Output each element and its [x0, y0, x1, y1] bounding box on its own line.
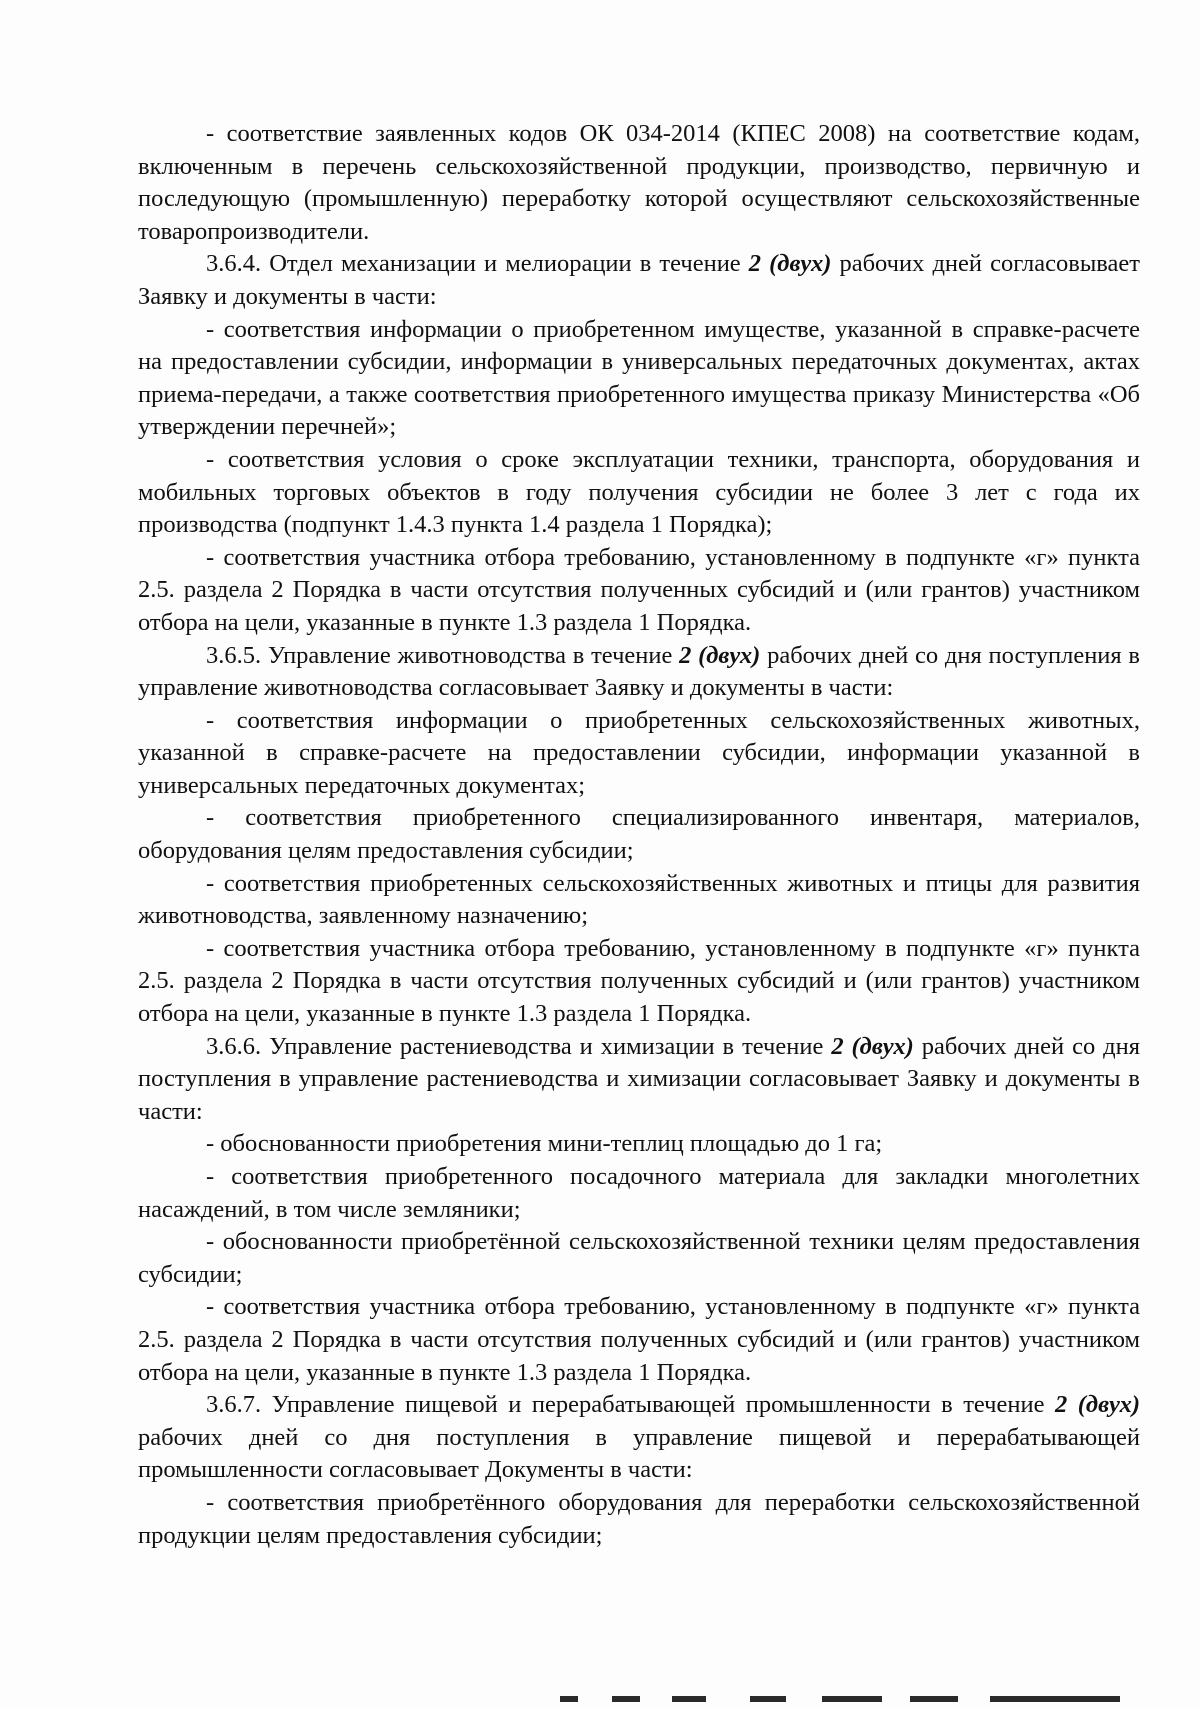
emphasis-term: 2 (двух): [831, 1032, 914, 1060]
list-item-operation-term: [138, 444, 1140, 542]
document-body: [138, 118, 1140, 1552]
scan-artifact-mark: [750, 1696, 786, 1702]
scan-artifact-mark: [910, 1696, 958, 1702]
paragraph-text: рабочих дней со дня поступления в управление животноводства согласовывает Заявку и документы в части:: [138, 641, 1141, 702]
list-item-animals-info: [138, 705, 1140, 803]
paragraph-text: - обоснованности приобретённой сельскохозяйственной техники целям предоставления субсидии;: [138, 1228, 1140, 1288]
paragraph-text: 3.6.5. Управление животноводства в течение: [206, 641, 680, 669]
paragraph-text: - соответствия участника отбора требованию, установленному в подпункте «г» пункта 2.5. раздела 2 Порядка в части отсутствия полученных субсидий и (или грантов) участником отбора на цели, указанные в пункте 1.3 раздела 1 Порядка.: [138, 934, 1140, 1028]
paragraph-text: - соответствия условия о сроке эксплуатации техники, транспорта, оборудования и мобильных торговых объектов в году получения субсидии не более 3 лет с года их производства (подпункт 1.4.3 пункта 1.4 раздела 1 Порядка);: [138, 445, 1140, 539]
paragraph-3-6-5: [138, 640, 1140, 705]
paragraph-text: - соответствия приобретённого оборудования для переработки сельскохозяйственной продукции целям предоставления субсидии;: [138, 1488, 1140, 1549]
paragraph-text: - соответствия приобретенных сельскохозяйственных животных и птицы для развития животноводства, заявленному назначению;: [138, 869, 1140, 930]
list-item-participant-requirement: [138, 1291, 1140, 1389]
paragraph-text: 3.6.6. Управление растениеводства и химизации в течение: [206, 1032, 832, 1060]
paragraph-3-6-7: [138, 1389, 1140, 1487]
scan-artifact-mark: [822, 1696, 882, 1702]
paragraph-3-6-4: [138, 248, 1140, 313]
emphasis-term: 2 (двух): [748, 250, 832, 278]
paragraph-text: - соответствия участника отбора требованию, установленному в подпункте «г» пункта 2.5. раздела 2 Порядка в части отсутствия полученных субсидий и (или грантов) участником отбора на цели, указанные в пункте 1.3 раздела 1 Порядка.: [138, 543, 1140, 636]
paragraph-text: - соответствия информации о приобретенном имуществе, указанной в справке-расчете на предоставлении субсидии, информации в универсальных передаточных документах, актах приема-передачи, а также соответствия приобретенного имущества приказу Министерства «Об утверждении перечней»;: [138, 315, 1140, 441]
list-item-animals-purpose: [138, 868, 1140, 933]
scan-artifact-mark: [672, 1696, 706, 1702]
cut-off-next-line: [560, 1696, 1140, 1706]
paragraph-text: рабочих дней со дня поступления в управление растениеводства и химизации согласовывает Заявку и документы в части:: [138, 1032, 1141, 1125]
paragraph-okpd-codes: [138, 118, 1140, 248]
scan-artifact-mark: [560, 1696, 578, 1702]
list-item-machinery: [138, 1226, 1140, 1291]
paragraph-3-6-6: [138, 1031, 1140, 1129]
emphasis-term: 2 (двух): [679, 641, 761, 669]
paragraph-text: рабочих дней согласовывает Заявку и документы в части:: [138, 250, 1140, 310]
list-item-planting-material: [138, 1161, 1140, 1226]
paragraph-text: 3.6.4. Отдел механизации и мелиорации в течение: [206, 250, 749, 278]
emphasis-term: 2 (двух): [1055, 1391, 1140, 1419]
paragraph-text: - соответствия приобретенного специализированного инвентаря, материалов, оборудования целям предоставления субсидии;: [138, 804, 1140, 865]
paragraph-text: - соответствие заявленных кодов ОК 034-2014 (КПЕС 2008) на соответствие кодам, включенным в перечень сельскохозяйственной продукции, производство, первичную и последующую (промышленную) переработку которой осуществляют сельскохозяйственные товаропроизводители.: [138, 120, 1140, 245]
paragraph-text: - соответствия участника отбора требованию, установленному в подпункте «г» пункта 2.5. раздела 2 Порядка в части отсутствия полученных субсидий и (или грантов) участником отбора на цели, указанные в пункте 1.3 раздела 1 Порядка.: [138, 1293, 1140, 1386]
list-item-participant-requirement: [138, 933, 1140, 1031]
paragraph-text: 3.6.7. Управление пищевой и перерабатывающей промышленности в течение: [206, 1391, 1055, 1419]
list-item-processing-equipment: [138, 1487, 1140, 1552]
list-item-participant-requirement: [138, 542, 1140, 640]
list-item-greenhouses: [138, 1128, 1140, 1161]
paragraph-text: - обоснованности приобретения мини-теплиц площадью до 1 га;: [206, 1130, 883, 1158]
scan-artifact-mark: [990, 1696, 1120, 1702]
paragraph-text: рабочих дней со дня поступления в управление пищевой и перерабатывающей промышленности согласовывает Документы в части:: [138, 1423, 1140, 1484]
paragraph-text: - соответствия информации о приобретенных сельскохозяйственных животных, указанной в справке-расчете на предоставлении субсидии, информации указанной в универсальных передаточных документах;: [138, 706, 1140, 799]
list-item-inventory: [138, 802, 1140, 867]
list-item-property-info: [138, 314, 1140, 444]
scan-artifact-mark: [612, 1696, 640, 1702]
paragraph-text: - соответствия приобретенного посадочного материала для закладки многолетних насаждений, в том числе земляники;: [138, 1163, 1140, 1223]
